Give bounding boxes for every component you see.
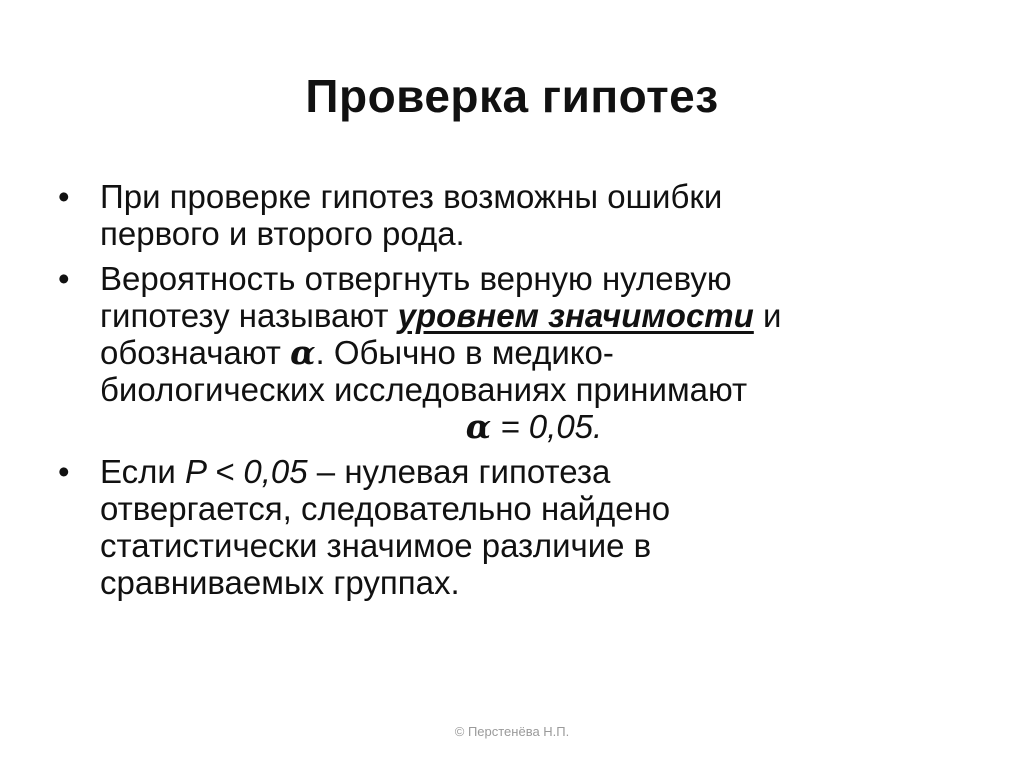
bullet-item-significance [58, 260, 978, 445]
bullet-text-line: отвергается, следовательно найдено [100, 490, 671, 527]
bullet-marker: • [58, 260, 70, 297]
dash: – [307, 453, 345, 490]
text-fragment: гипотезу называют [100, 297, 398, 334]
alpha-symbol: α [465, 407, 492, 446]
formula-value: = 0,05. [491, 408, 603, 445]
p-value-condition: P < 0,05 [185, 453, 308, 490]
text-fragment: обозначают [100, 334, 291, 371]
bullet-text-line: биологических исследованиях принимают [100, 371, 748, 408]
text-fragment: нулевая гипотеза [344, 453, 611, 490]
text-fragment: Если [100, 453, 185, 490]
bullet-marker: • [58, 453, 70, 490]
bullet-text-line: Вероятность отвергнуть верную нулевую [100, 260, 732, 297]
bullet-text-line [100, 334, 978, 371]
text-fragment: и [753, 297, 782, 334]
slide-title: Проверка гипотез [305, 70, 719, 122]
bullet-text-line: первого и второго рода. [100, 215, 465, 252]
bullet-list [58, 178, 978, 609]
bullet-item-p-value [58, 453, 978, 601]
alpha-formula [100, 408, 978, 445]
alpha-symbol: α [290, 333, 316, 372]
bullet-text-line [100, 297, 978, 334]
bullet-text-line [100, 453, 978, 490]
bullet-marker: • [58, 178, 70, 215]
footer-copyright: © Перстенёва Н.П. [454, 724, 570, 739]
bullet-item-errors [58, 178, 978, 252]
bullet-text-line: статистически значимое различие в [100, 527, 652, 564]
bullet-text-line: сравниваемых группах. [100, 564, 460, 601]
text-fragment: . Обычно в медико- [315, 334, 614, 371]
significance-level-term: уровнем значимости [397, 297, 754, 334]
bullet-text-line: При проверке гипотез возможны ошибки [100, 178, 723, 215]
